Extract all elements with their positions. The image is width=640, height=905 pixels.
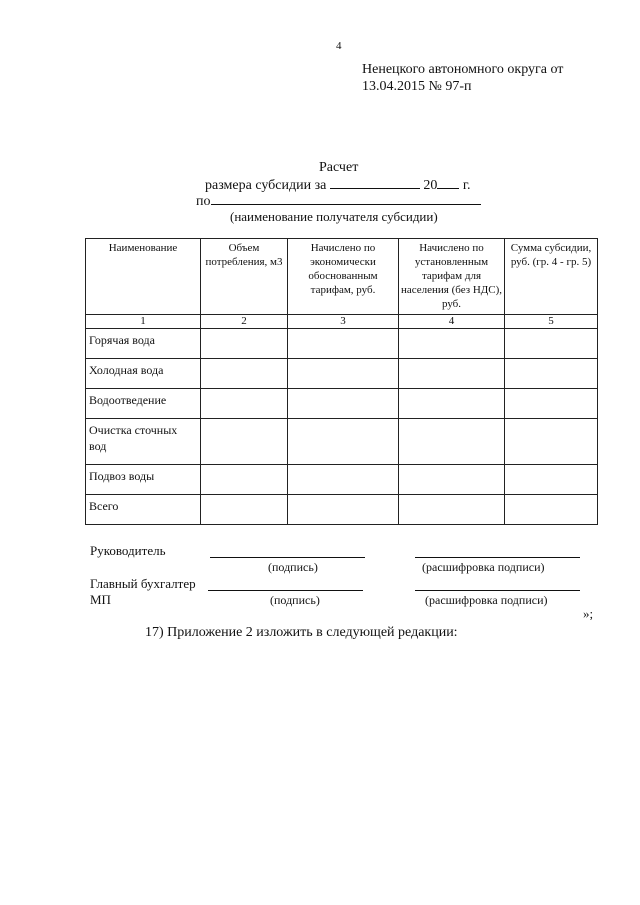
- col-number: 4: [399, 315, 505, 329]
- table-cell: [399, 495, 505, 525]
- table-cell: [505, 389, 598, 419]
- row-label: Очистка сточных вод: [86, 419, 201, 465]
- col-header-2: Объем потребления, м3: [201, 239, 288, 315]
- table-cell: [288, 359, 399, 389]
- head-label: Руководитель: [90, 543, 166, 558]
- table-cell: [399, 389, 505, 419]
- table-cell: [399, 329, 505, 359]
- table-cell: [288, 419, 399, 465]
- table-cell: [505, 329, 598, 359]
- table-cell: [201, 419, 288, 465]
- accountant-label: Главный бухгалтер: [90, 576, 196, 591]
- table-cell: [505, 465, 598, 495]
- subsidy-table: [85, 238, 598, 525]
- year-suffix: г.: [462, 178, 471, 193]
- signature-caption: (подпись): [268, 560, 318, 574]
- accountant-decryption-line: [415, 590, 580, 591]
- year-prefix: 20: [423, 178, 438, 193]
- col-number: 2: [201, 315, 288, 329]
- table-cell: [201, 389, 288, 419]
- decryption-caption: (расшифровка подписи): [422, 560, 545, 574]
- table-cell: [505, 419, 598, 465]
- header-row: [86, 239, 598, 315]
- col-header-5: Сумма субсидии, руб. (гр. 4 - гр. 5): [505, 239, 598, 315]
- row-label: Всего: [86, 495, 201, 525]
- head-signature-line: [210, 557, 365, 558]
- row-label: Холодная вода: [86, 359, 201, 389]
- col-header-3: Начислено по экономически обоснованным тарифам, руб.: [288, 239, 399, 315]
- amendment-text: 17) Приложение 2 изложить в следующей редакции:: [145, 625, 458, 640]
- table-cell: [201, 329, 288, 359]
- table-row: [86, 465, 598, 495]
- col-number: 5: [505, 315, 598, 329]
- subtitle-recipient: [196, 192, 481, 210]
- table-cell: [288, 495, 399, 525]
- recipient-prefix: по: [196, 194, 211, 209]
- closing-quote: »;: [583, 606, 594, 621]
- page-number: 4: [336, 40, 342, 52]
- row-label: Подвоз воды: [86, 465, 201, 495]
- mp-label: МП: [90, 592, 111, 607]
- column-number-row: [86, 315, 598, 329]
- year-blank: [437, 176, 459, 189]
- col-header-1: Наименование: [86, 239, 201, 315]
- table-row: [86, 419, 598, 465]
- header-line-1: Ненецкого автономного округа от: [362, 62, 564, 77]
- table-cell: [288, 465, 399, 495]
- row-label: Водоотведение: [86, 389, 201, 419]
- recipient-blank: [211, 192, 481, 205]
- signature-caption: (подпись): [270, 593, 320, 607]
- table-cell: [201, 465, 288, 495]
- table-cell: [201, 359, 288, 389]
- table-cell: [399, 359, 505, 389]
- col-header-4: Начислено по установленным тарифам для населения (без НДС), руб.: [399, 239, 505, 315]
- decryption-caption: (расшифровка подписи): [425, 593, 548, 607]
- table-row: [86, 389, 598, 419]
- table-cell: [505, 495, 598, 525]
- table-cell: [288, 389, 399, 419]
- accountant-signature-line: [208, 590, 363, 591]
- table-cell: [399, 419, 505, 465]
- table-cell: [505, 359, 598, 389]
- col-number: 1: [86, 315, 201, 329]
- table-cell: [399, 465, 505, 495]
- col-number: 3: [288, 315, 399, 329]
- table-row: [86, 495, 598, 525]
- recipient-caption: (наименование получателя субсидии): [230, 209, 438, 224]
- header-line-2: 13.04.2015 № 97-п: [362, 79, 472, 94]
- period-blank: [330, 176, 420, 189]
- table-cell: [288, 329, 399, 359]
- table-row: [86, 329, 598, 359]
- doc-title: Расчет: [319, 160, 359, 175]
- row-label: Горячая вода: [86, 329, 201, 359]
- head-decryption-line: [415, 557, 580, 558]
- table-row: [86, 359, 598, 389]
- table-cell: [201, 495, 288, 525]
- subtitle-prefix: размера субсидии за: [205, 178, 327, 193]
